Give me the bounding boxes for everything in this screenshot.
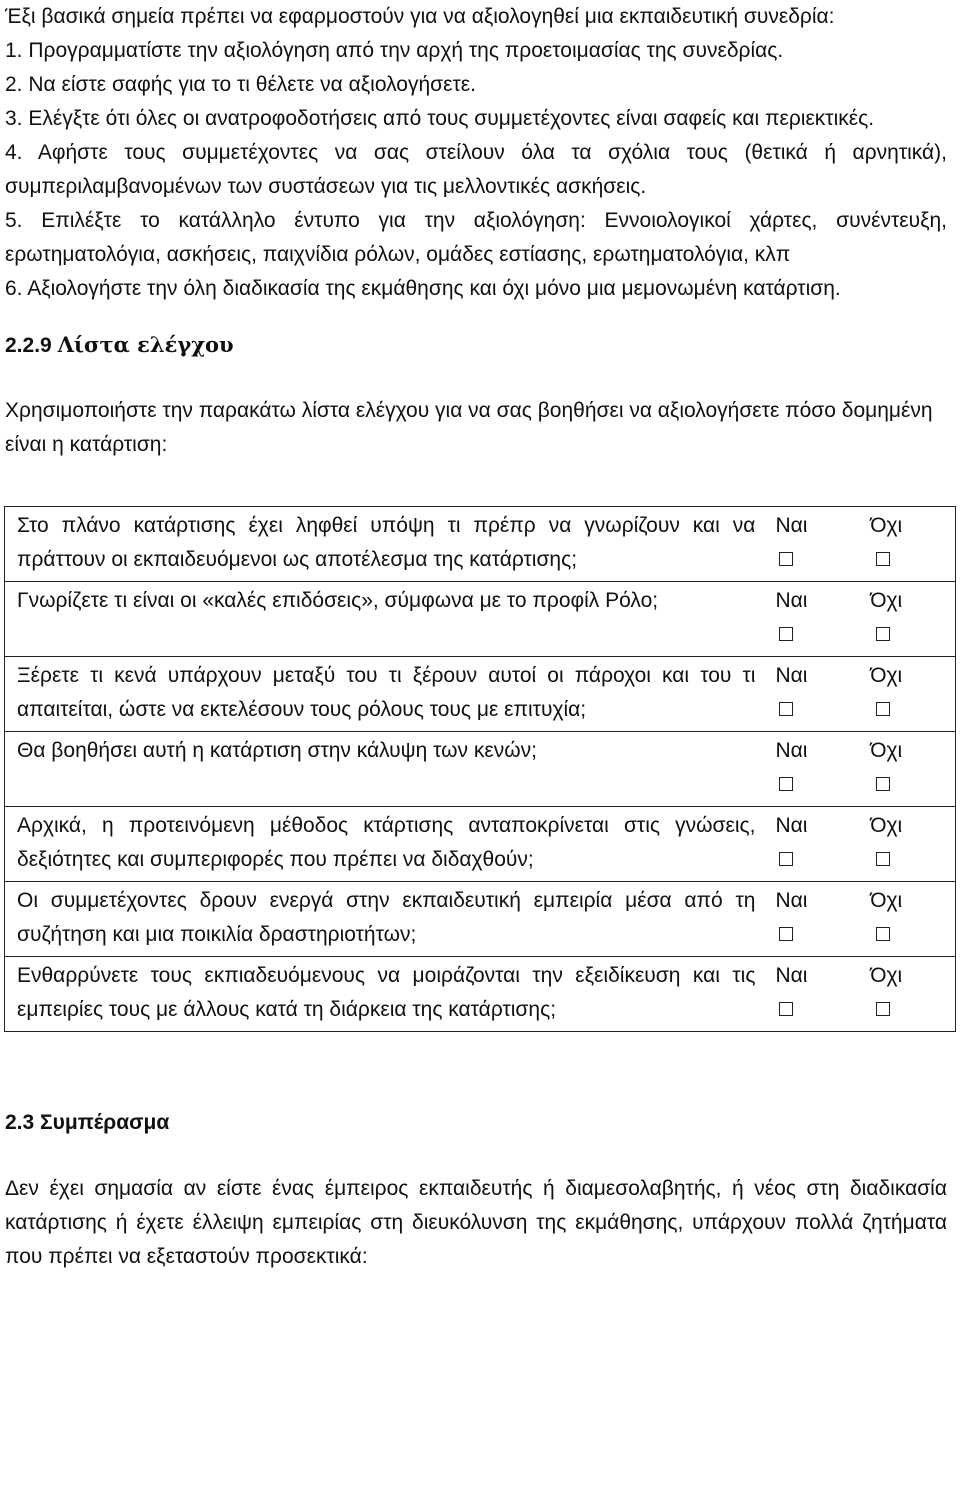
checklist-question: Ξέρετε τι κενά υπάρχουν μεταξύ του τι ξέρουν αυτοί οι πάροχοι και του τι απαιτείται, ώστε να εκτελέσουν τους ρόλους τους με επιτυχία; — [5, 657, 762, 732]
no-label: Όχι — [870, 814, 903, 837]
yes-checkbox[interactable] — [779, 627, 793, 641]
point-2: 2. Να είστε σαφής για το τι θέλετε να αξιολογήσετε. — [5, 73, 476, 96]
checklist-no-cell — [858, 882, 955, 957]
checklist-row — [5, 657, 956, 732]
no-label: Όχι — [870, 739, 903, 762]
checklist-heading — [5, 328, 947, 363]
no-checkbox[interactable] — [876, 1002, 890, 1016]
checklist-heading-number: 2.2.9 — [5, 334, 52, 357]
no-label: Όχι — [870, 664, 903, 687]
checklist-yes-cell — [761, 657, 858, 732]
evaluation-points-section — [5, 0, 947, 306]
no-checkbox[interactable] — [876, 852, 890, 866]
no-checkbox[interactable] — [876, 552, 890, 566]
checklist-row — [5, 957, 956, 1032]
checklist-yes-cell — [761, 807, 858, 882]
yes-checkbox[interactable] — [779, 1002, 793, 1016]
checklist-no-cell — [858, 582, 955, 657]
no-label: Όχι — [870, 589, 903, 612]
conclusion-text: Δεν έχει σημασία αν είστε ένας έμπειρος εκπαιδευτής ή διαμεσολαβητής, ή νέος στη διαδικασία κατάρτισης ή έχετε έλλειψη εμπειρίας στη διευκόλυνση της εκμάθησης, υπάρχουν πολλά ζητήματα που πρέπει να εξεταστούν προσεκτικά: — [5, 1177, 947, 1268]
point-3: 3. Ελέγξτε ότι όλες οι ανατροφοδοτήσεις από τους συμμετέχοντες είναι σαφείς και περιεκτικές. — [5, 107, 875, 130]
checklist-row — [5, 732, 956, 807]
checklist-question: Γνωρίζετε τι είναι οι «καλές επιδόσεις», σύμφωνα με το προφίλ Ρόλο; — [5, 582, 762, 657]
yes-checkbox[interactable] — [779, 927, 793, 941]
no-checkbox[interactable] — [876, 627, 890, 641]
checklist-no-cell — [858, 657, 955, 732]
yes-label: Ναι — [775, 739, 808, 762]
checklist-yes-cell — [761, 507, 858, 582]
yes-label: Ναι — [775, 964, 808, 987]
checklist-row — [5, 882, 956, 957]
checklist-no-cell — [858, 732, 955, 807]
intro-lead: Έξι βασικά σημεία πρέπει να εφαρμοστούν για να αξιολογηθεί μια εκπαιδευτική συνεδρία: — [5, 5, 835, 28]
yes-label: Ναι — [775, 664, 808, 687]
conclusion-heading: 2.3 Συμπέρασμα — [5, 1111, 170, 1134]
no-checkbox[interactable] — [876, 777, 890, 791]
checklist-table — [4, 506, 956, 1032]
point-1: 1. Προγραμματίστε την αξιολόγηση από την αρχή της προετοιμασίας της συνεδρίας. — [5, 39, 784, 62]
point-4: 4. Αφήστε τους συμμετέχοντες να σας στείλουν όλα τα σχόλια τους (θετικά ή αρνητικά), συμπεριλαμβανομένων των συστάσεων για τις μελλοντικές ασκήσεις. — [5, 141, 947, 198]
point-5: 5. Επιλέξτε το κατάλληλο έντυπο για την αξιολόγηση: Εννοιολογικοί χάρτες, συνέντευξη, ερωτηματολόγια, ασκήσεις, παιχνίδια ρόλων, ομάδες εστίασης, ερωτηματολόγια, κλπ — [5, 209, 947, 266]
no-checkbox[interactable] — [876, 702, 890, 716]
no-label: Όχι — [870, 514, 903, 537]
yes-checkbox[interactable] — [779, 552, 793, 566]
checklist-heading-title: Λίστα ελέγχου — [57, 332, 234, 357]
checklist-question: Στο πλάνο κατάρτισης έχει ληφθεί υπόψη τι πρέπρ να γνωρίζουν και να πράττουν οι εκπαιδευόμενοι ως αποτέλεσμα της κατάρτισης; — [5, 507, 762, 582]
checklist-yes-cell — [761, 582, 858, 657]
no-label: Όχι — [870, 889, 903, 912]
point-6: 6. Αξιολογήστε την όλη διαδικασία της εκμάθησης και όχι μόνο μια μεμονωμένη κατάρτιση. — [5, 277, 841, 300]
checklist-question: Θα βοηθήσει αυτή η κατάρτιση στην κάλυψη των κενών; — [5, 732, 762, 807]
checklist-question: Αρχικά, η προτεινόμενη μέθοδος κτάρτισης ανταποκρίνεται στις γνώσεις, δεξιότητες και συμπεριφορές που πρέπει να διδαχθούν; — [5, 807, 762, 882]
checklist-yes-cell — [761, 732, 858, 807]
yes-checkbox[interactable] — [779, 852, 793, 866]
no-checkbox[interactable] — [876, 927, 890, 941]
yes-label: Ναι — [775, 514, 808, 537]
checklist-yes-cell — [761, 882, 858, 957]
yes-checkbox[interactable] — [779, 777, 793, 791]
checklist-no-cell — [858, 807, 955, 882]
yes-label: Ναι — [775, 814, 808, 837]
checklist-row — [5, 807, 956, 882]
yes-label: Ναι — [775, 589, 808, 612]
checklist-question: Οι συμμετέχοντες δρουν ενεργά στην εκπαιδευτική εμπειρία μέσα από τη συζήτηση και μια ποικιλία δραστηριοτήτων; — [5, 882, 762, 957]
checklist-question: Ενθαρρύνετε τους εκπιαδευόμενους να μοιράζονται την εξειδίκευση και τις εμπειρίες τους με άλλους κατά τη διάρκεια της κατάρτισης; — [5, 957, 762, 1032]
checklist-description: Χρησιμοποιήστε την παρακάτω λίστα ελέγχου για να σας βοηθήσει να αξιολογήσετε πόσο δομημένη είναι η κατάρτιση: — [5, 399, 933, 456]
checklist-no-cell — [858, 957, 955, 1032]
yes-label: Ναι — [775, 889, 808, 912]
no-label: Όχι — [870, 964, 903, 987]
checklist-no-cell — [858, 507, 955, 582]
yes-checkbox[interactable] — [779, 702, 793, 716]
checklist-yes-cell — [761, 957, 858, 1032]
document-page — [5, 0, 947, 1274]
checklist-row — [5, 507, 956, 582]
checklist-row — [5, 582, 956, 657]
